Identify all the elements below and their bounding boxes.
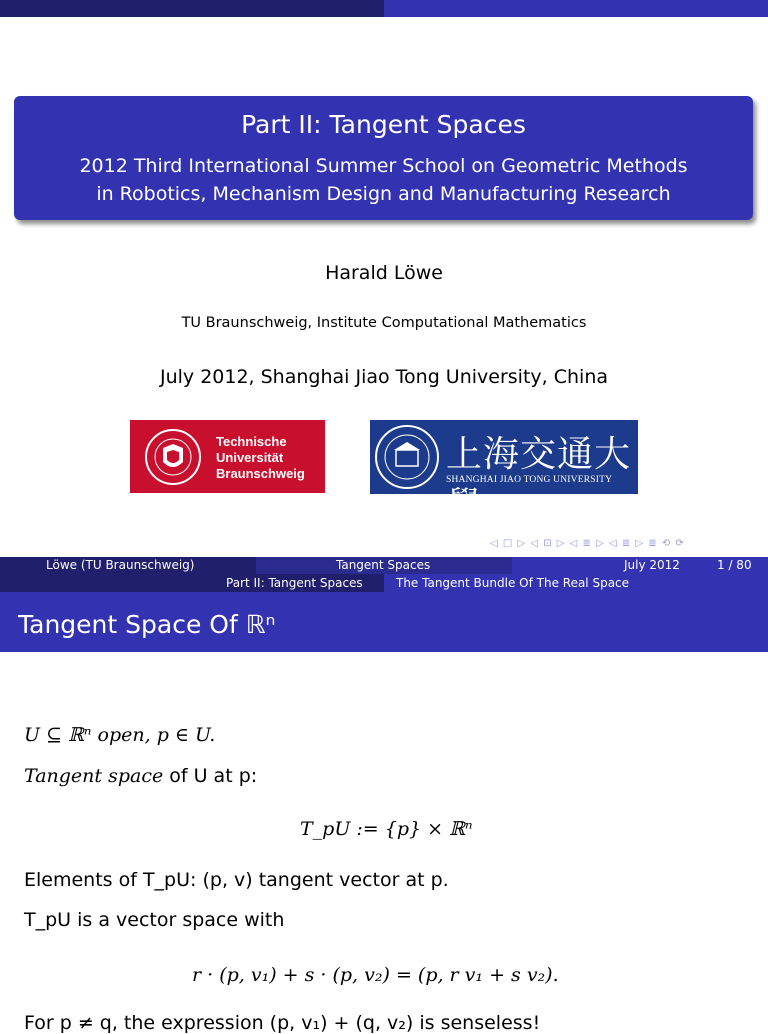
subtitle-line-2: in Robotics, Mechanism Design and Manufacturing Research xyxy=(96,183,671,205)
slide-body xyxy=(0,652,768,1034)
tangent-space-definition: T_pU := {p} × ℝⁿ xyxy=(300,818,473,840)
frame-title: Tangent Space Of ℝⁿ xyxy=(18,610,276,639)
author: Harald Löwe xyxy=(325,262,443,284)
tu-logo-line-2: Universität xyxy=(216,450,284,465)
institute: TU Braunschweig, Institute Computational Mathematics xyxy=(181,315,587,331)
footer-date: July 2012 xyxy=(624,558,680,572)
body-line-2 xyxy=(24,765,257,787)
frame-title-bar xyxy=(0,592,768,652)
tangent-space-emph: Tangent space xyxy=(24,765,164,787)
tu-logo-line-3: Braunschweig xyxy=(216,466,305,481)
top-bar xyxy=(0,0,768,17)
body-line-4: Elements of T_pU: (p, v) tangent vector at p. xyxy=(24,869,449,891)
presentation-subtitle xyxy=(14,152,753,208)
sjtu-english-name: SHANGHAI JIAO TONG UNIVERSITY xyxy=(446,475,613,485)
sjtu-chinese-name: 上海交通大學 xyxy=(446,434,632,526)
section-subsection[interactable]: The Tangent Bundle Of The Real Space xyxy=(396,576,630,590)
vector-space-formula: r · (p, v₁) + s · (p, v₂) = (p, r v₁ + s v₂). xyxy=(192,964,559,986)
footer-author: Löwe (TU Braunschweig) xyxy=(46,558,195,572)
subtitle-line-1: 2012 Third International Summer School on Geometric Methods xyxy=(79,155,688,177)
body-line-7: For p ≠ q, the expression (p, v₁) + (q, v₂) is senseless! xyxy=(24,1012,541,1034)
tu-logo-text xyxy=(216,434,305,482)
tu-seal-icon xyxy=(140,428,206,486)
sjtu-seal-icon xyxy=(374,424,440,490)
title-box xyxy=(14,96,753,220)
presentation-title: Part II: Tangent Spaces xyxy=(241,110,526,139)
section-part[interactable]: Part II: Tangent Spaces xyxy=(226,576,363,590)
footer-title: Tangent Spaces xyxy=(336,558,431,572)
body-line-5: T_pU is a vector space with xyxy=(24,909,285,931)
body-line-2-rest: of U at p: xyxy=(163,765,258,787)
footer-bar xyxy=(0,557,768,574)
body-line-1: U ⊆ ℝⁿ open, p ∈ U. xyxy=(24,724,216,746)
sjtu-logo xyxy=(370,420,638,526)
tu-braunschweig-logo xyxy=(130,420,325,493)
beamer-navigation-icons[interactable]: ◁ □ ▷ ◁ ⊡ ▷ ◁ ≣ ▷ ◁ ≣ ▷ ≣ ⟲ ⟳ xyxy=(490,538,685,549)
date-location: July 2012, Shanghai Jiao Tong University, China xyxy=(159,366,609,388)
footer-page: 1 / 80 xyxy=(717,558,752,572)
section-bar xyxy=(0,574,768,592)
tu-logo-line-1: Technische xyxy=(216,434,287,449)
